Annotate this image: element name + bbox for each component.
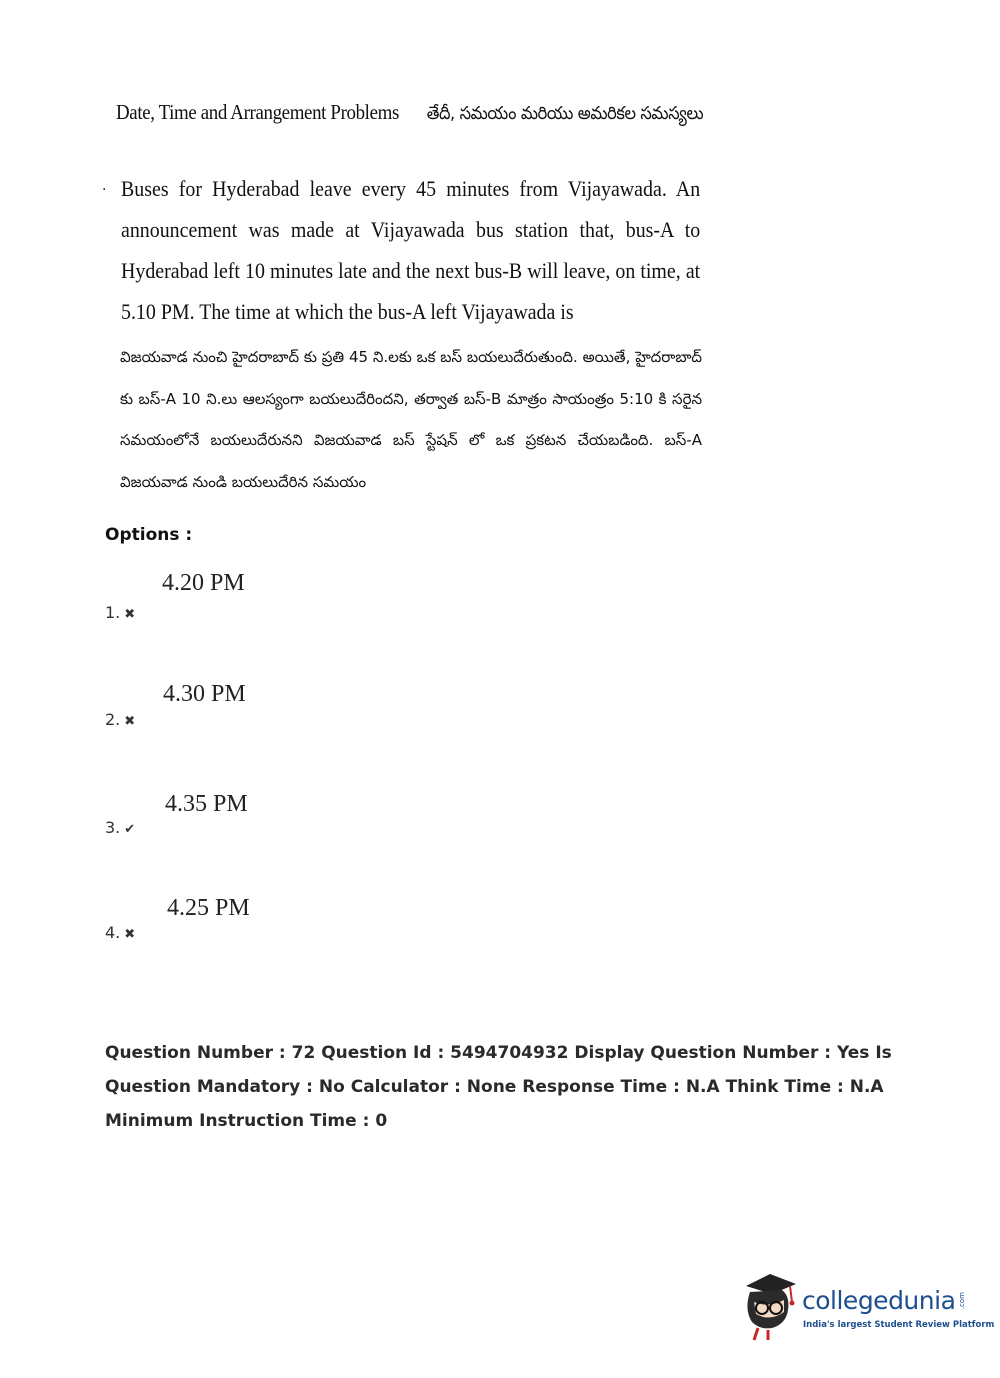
heading-telugu: తేదీ, సమయం మరియు అమరికల సమస్యలు [426, 103, 704, 124]
option-number: 3. [105, 818, 121, 837]
options-label: Options : [105, 525, 193, 545]
cross-icon: ✖ [124, 714, 136, 729]
option-3-text: 4.35 PM [165, 791, 248, 817]
question-bullet: . [102, 178, 107, 194]
option-number: 4. [105, 923, 121, 942]
option-4-text: 4.25 PM [167, 895, 250, 921]
option-number: 1. [105, 603, 121, 622]
option-1-text: 4.20 PM [162, 570, 245, 596]
option-4[interactable] [105, 923, 135, 942]
collegedunia-logo[interactable] [740, 1272, 995, 1342]
heading-english: Date, Time and Arrangement Problems [116, 100, 399, 124]
option-number: 2. [105, 710, 121, 729]
logo-tagline: India's largest Student Review Platform [803, 1320, 995, 1330]
section-heading [116, 100, 703, 128]
question-text-english: Buses for Hyderabad leave every 45 minutes from Vijayawada. An announcement was made at Vijayawada bus station that, bus-A to Hyderabad left 10 minutes late and the next bus-B will leave, on time, at 5.10 PM. The time at which the bus-A left Vijayawada is [121, 176, 701, 324]
logo-name: collegedunia [802, 1286, 956, 1315]
cross-icon: ✖ [124, 927, 136, 942]
question-text-telugu: విజయవాడ నుంచి హైదరాబాద్ కు ప్రతి 45 ని.లకు ఒక బస్ బయలుదేరుతుంది. అయితే, హైదరాబాద్ కు బస్-A 10 ని.లు ఆలస్యంగా బయలుదేరిందని, తర్వాత బస్-B మాత్రం సాయంత్రం 5:10 కి సరైన సమయంలోనే బయలుదేరునని విజయవాడ బస్ స్టేషన్ లో ఒక ప్రకటన చేయబడింది. బస్-A విజయవాడ నుండి బయలుదేరిన సమయం [120, 348, 702, 491]
check-icon: ✔ [124, 822, 136, 837]
question-metadata: Question Number : 72 Question Id : 5494704932 Display Question Number : Yes Is Question Mandatory : No Calculator : None Response Time : N.A Think Time : N.A Minimum Instruction Time : 0 [105, 1043, 892, 1131]
option-2[interactable] [105, 710, 135, 729]
logo-suffix: .com [958, 1292, 966, 1310]
mascot-icon [740, 1272, 800, 1342]
option-2-text: 4.30 PM [163, 681, 246, 707]
cross-icon: ✖ [124, 607, 136, 622]
option-3[interactable] [105, 818, 135, 837]
option-1[interactable] [105, 603, 135, 622]
